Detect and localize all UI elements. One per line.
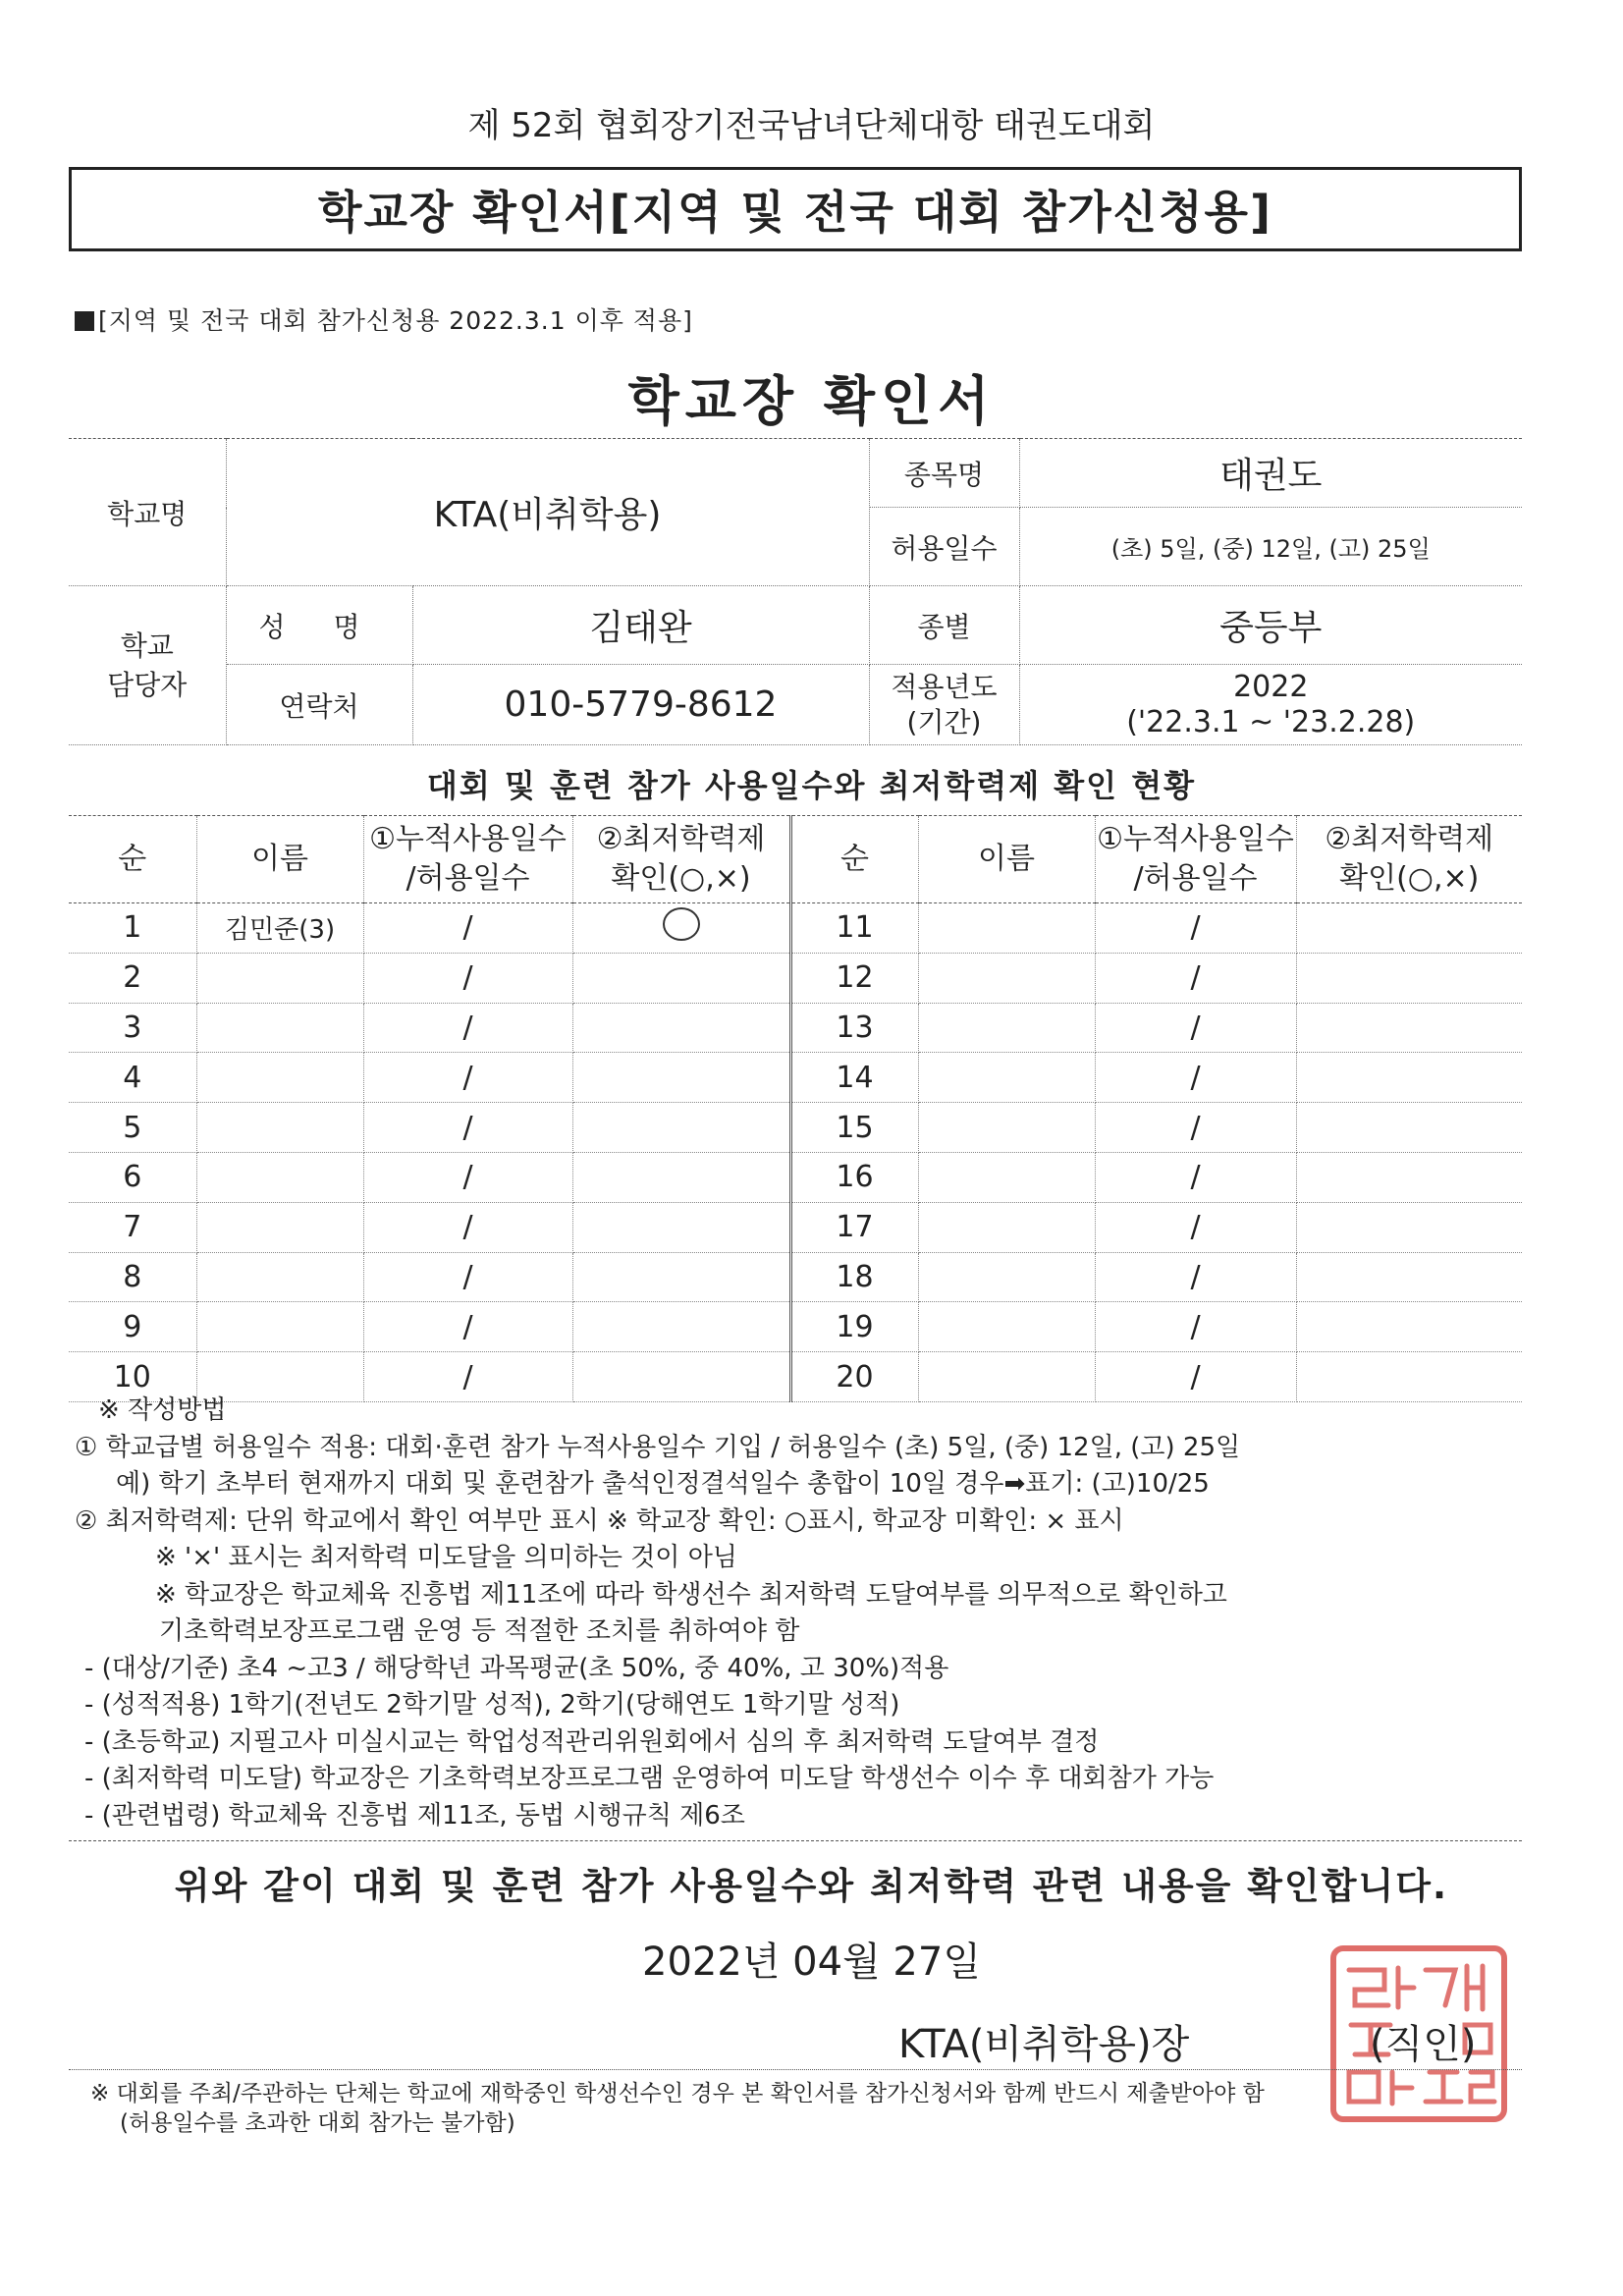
footer-note — [90, 2079, 1265, 2138]
row-name — [918, 1103, 1095, 1153]
row-no: 10 — [69, 1352, 196, 1402]
row-min-check — [572, 1152, 790, 1202]
table-row — [69, 1003, 1522, 1053]
col-header-days-line2: /허용일수 — [406, 861, 530, 896]
instruction-1: ① 학교급별 허용일수 적용: 대회·훈련 참가 누적사용일수 기입 / 허용일수 (초) 5일, (중) 12일, (고) 25일 — [75, 1432, 1241, 1462]
row-no: 1 — [69, 903, 196, 954]
row-days: / — [1095, 1103, 1296, 1153]
row-days: / — [363, 1103, 572, 1153]
row-min-check — [572, 1003, 790, 1053]
manager-name-value: 김태완 — [412, 586, 869, 665]
footer-divider — [69, 2069, 1522, 2070]
row-min-check — [1296, 903, 1522, 954]
row-no: 17 — [790, 1202, 918, 1252]
row-days: / — [1095, 1202, 1296, 1252]
document-title: 학교장 확인서[지역 및 전국 대회 참가신청용] — [69, 167, 1522, 251]
row-name — [196, 953, 363, 1003]
roster-table — [69, 815, 1522, 1402]
footer-line-1: ※ 대회를 주최/주관하는 단체는 학교에 재학중인 학생선수인 경우 본 확인서를 참가신청서와 함께 반드시 제출받아야 함 — [90, 2081, 1265, 2106]
period-label-line2: (기간) — [906, 705, 982, 738]
divider — [69, 1840, 1522, 1841]
detail-2: - (성적적용) 1학기(전년도 2학기말 성적), 2학기(당해연도 1학기말 성적) — [84, 1690, 900, 1720]
roster-body — [69, 816, 1522, 1402]
table-row — [69, 1152, 1522, 1202]
row-no: 19 — [790, 1302, 918, 1352]
table-row — [69, 1202, 1522, 1252]
row-min-check — [1296, 1003, 1522, 1053]
principal-title: KTA(비취학용)장 — [898, 2022, 1190, 2067]
row-min-check — [572, 1053, 790, 1103]
row-name — [918, 1003, 1095, 1053]
row-no: 20 — [790, 1352, 918, 1402]
col-header-min-2-line2: 확인(○,×) — [1339, 861, 1480, 896]
col-header-days-2-line1: ①누적사용일수 — [1097, 822, 1294, 856]
manager-name-label: 성 명 — [226, 586, 412, 665]
row-min-check — [1296, 1103, 1522, 1153]
instruction-1-example: 예) 학기 초부터 현재까지 대회 및 훈련참가 출석인정결석일수 총합이 10일 경우➡표기: (고)10/25 — [116, 1469, 1210, 1499]
status-section-title: 대회 및 훈련 참가 사용일수와 최저학력제 확인 현황 — [426, 767, 1197, 804]
row-name — [918, 1252, 1095, 1302]
row-min-check — [1296, 1202, 1522, 1252]
period-range: ('22.3.1 ~ '23.2.28) — [1126, 704, 1416, 739]
row-min-check — [1296, 1152, 1522, 1202]
seal-label: (직인) — [1370, 2022, 1477, 2067]
row-days: / — [363, 1053, 572, 1103]
row-min-check — [1296, 1252, 1522, 1302]
row-min-check — [1296, 953, 1522, 1003]
table-row — [69, 953, 1522, 1003]
row-no: 13 — [790, 1003, 918, 1053]
row-min-check — [572, 1252, 790, 1302]
row-no: 5 — [69, 1103, 196, 1153]
row-no: 7 — [69, 1202, 196, 1252]
instruction-2-note-b2: 기초학력보장프로그램 운영 등 적절한 조치를 취하여야 함 — [159, 1616, 800, 1646]
col-header-days-2 — [1095, 816, 1296, 903]
period-label — [869, 665, 1019, 745]
period-value — [1019, 665, 1522, 745]
row-min-check — [1296, 1053, 1522, 1103]
col-header-no: 순 — [69, 816, 196, 903]
row-min-check — [572, 953, 790, 1003]
sport-value: 태권도 — [1019, 439, 1522, 508]
row-no: 8 — [69, 1252, 196, 1302]
row-name — [918, 903, 1095, 954]
row-name — [196, 1003, 363, 1053]
row-no: 6 — [69, 1152, 196, 1202]
school-name-value: KTA(비취학용) — [226, 439, 869, 586]
school-info-table — [69, 438, 1522, 745]
row-name — [918, 1302, 1095, 1352]
row-min-check — [572, 1202, 790, 1252]
row-days: / — [1095, 1152, 1296, 1202]
applicability-note — [75, 301, 693, 337]
col-header-name: 이름 — [196, 816, 363, 903]
col-header-name-2: 이름 — [918, 816, 1095, 903]
applicability-note-text: [지역 및 전국 대회 참가신청용 2022.3.1 이후 적용] — [98, 306, 693, 335]
row-min-check — [1296, 1302, 1522, 1352]
row-days: / — [1095, 1352, 1296, 1402]
row-days: / — [1095, 1003, 1296, 1053]
col-header-min-2 — [1296, 816, 1522, 903]
col-header-min-line1: ②최저학력제 — [596, 822, 766, 856]
row-min-check — [572, 1103, 790, 1153]
row-no: 4 — [69, 1053, 196, 1103]
instruction-2-note-a: ※ '×' 표시는 최저학력 미도달을 의미하는 것이 아님 — [155, 1543, 737, 1572]
school-manager-label: 학교 담당자 — [69, 586, 226, 745]
roster-header-row — [69, 816, 1522, 903]
table-row — [69, 1302, 1522, 1352]
row-no: 11 — [790, 903, 918, 954]
col-header-min-2-line1: ②최저학력제 — [1325, 822, 1494, 856]
allowed-days-label: 허용일수 — [869, 508, 1019, 586]
row-min-check — [572, 1302, 790, 1352]
division-value: 중등부 — [1019, 586, 1522, 665]
row-no: 12 — [790, 953, 918, 1003]
row-days: / — [1095, 1302, 1296, 1352]
square-bullet-icon — [75, 311, 94, 331]
detail-3: - (초등학교) 지필고사 미실시교는 학업성적관리위원회에서 심의 후 최저학력 도달여부 결정 — [84, 1726, 1100, 1757]
row-no: 2 — [69, 953, 196, 1003]
instruction-2: ② 최저학력제: 단위 학교에서 확인 여부만 표시 ※ 학교장 확인: ○표시, 학교장 미확인: × 표시 — [75, 1505, 1124, 1536]
row-no: 9 — [69, 1302, 196, 1352]
period-year: 2022 — [1233, 669, 1309, 704]
row-days: / — [363, 1302, 572, 1352]
instructions — [75, 1393, 1528, 1834]
main-title: 학교장 확인서 — [627, 370, 996, 432]
row-days: / — [1095, 1252, 1296, 1302]
col-header-min-line2: 확인(○,×) — [611, 861, 751, 896]
row-no: 18 — [790, 1252, 918, 1302]
instruction-2-note-b: ※ 학교장은 학교체육 진흥법 제11조에 따라 학생선수 최저학력 도달여부를 의무적으로 확인하고 — [155, 1579, 1227, 1610]
col-header-days-line1: ①누적사용일수 — [369, 822, 567, 856]
row-days: / — [1095, 903, 1296, 954]
table-row — [69, 1103, 1522, 1153]
row-name — [196, 1252, 363, 1302]
detail-4: - (최저학력 미도달) 학교장은 기초학력보장프로그램 운영하여 미도달 학생선수 이수 후 대회참가 가능 — [84, 1764, 1215, 1793]
detail-1: - (대상/기준) 초4 ~고3 / 해당학년 과목평균(초 50%, 중 40%, 고 30%)적용 — [84, 1653, 949, 1683]
instructions-heading: ※ 작성방법 — [98, 1395, 227, 1425]
col-header-no-2: 순 — [790, 816, 918, 903]
table-row — [69, 903, 1522, 954]
detail-5: - (관련법령) 학교체육 진흥법 제11조, 동법 시행규칙 제6조 — [84, 1800, 745, 1831]
row-days: / — [1095, 1053, 1296, 1103]
row-days: / — [363, 903, 572, 954]
row-name — [196, 1103, 363, 1153]
sport-label: 종목명 — [869, 439, 1019, 508]
contact-label: 연락처 — [226, 665, 412, 745]
row-no: 15 — [790, 1103, 918, 1153]
row-no: 14 — [790, 1053, 918, 1103]
row-days: / — [363, 953, 572, 1003]
division-label: 종별 — [869, 586, 1019, 665]
event-title: 제 52회 협회장기전국남녀단체대항 태권도대회 — [467, 106, 1156, 145]
row-days: / — [363, 1003, 572, 1053]
row-name — [918, 1152, 1095, 1202]
row-days: / — [363, 1352, 572, 1402]
circle-check-icon — [663, 907, 700, 941]
row-name — [196, 1302, 363, 1352]
row-name: 김민준(3) — [196, 903, 363, 954]
table-row — [69, 1053, 1522, 1103]
table-row — [69, 1252, 1522, 1302]
contact-value: 010-5779-8612 — [412, 665, 869, 745]
row-name — [918, 1202, 1095, 1252]
sign-date: 2022년 04월 27일 — [642, 1940, 981, 1985]
col-header-days-2-line2: /허용일수 — [1133, 861, 1258, 896]
col-header-days — [363, 816, 572, 903]
row-days: / — [1095, 953, 1296, 1003]
row-min-check — [572, 903, 790, 954]
row-days: / — [363, 1252, 572, 1302]
footer-line-2: (허용일수를 초과한 대회 참가는 불가함) — [120, 2110, 515, 2136]
row-days: / — [363, 1202, 572, 1252]
period-label-line1: 적용년도 — [891, 670, 998, 703]
row-name — [196, 1053, 363, 1103]
allowed-days-value: (초) 5일, (중) 12일, (고) 25일 — [1019, 508, 1522, 586]
row-no: 16 — [790, 1152, 918, 1202]
row-days: / — [363, 1152, 572, 1202]
row-name — [196, 1152, 363, 1202]
row-name — [918, 953, 1095, 1003]
col-header-min — [572, 816, 790, 903]
confirmation-statement: 위와 같이 대회 및 훈련 참가 사용일수와 최저학력 관련 내용을 확인합니다. — [174, 1865, 1449, 1907]
school-name-label: 학교명 — [69, 439, 226, 586]
row-name — [196, 1202, 363, 1252]
row-name — [918, 1053, 1095, 1103]
row-no: 3 — [69, 1003, 196, 1053]
